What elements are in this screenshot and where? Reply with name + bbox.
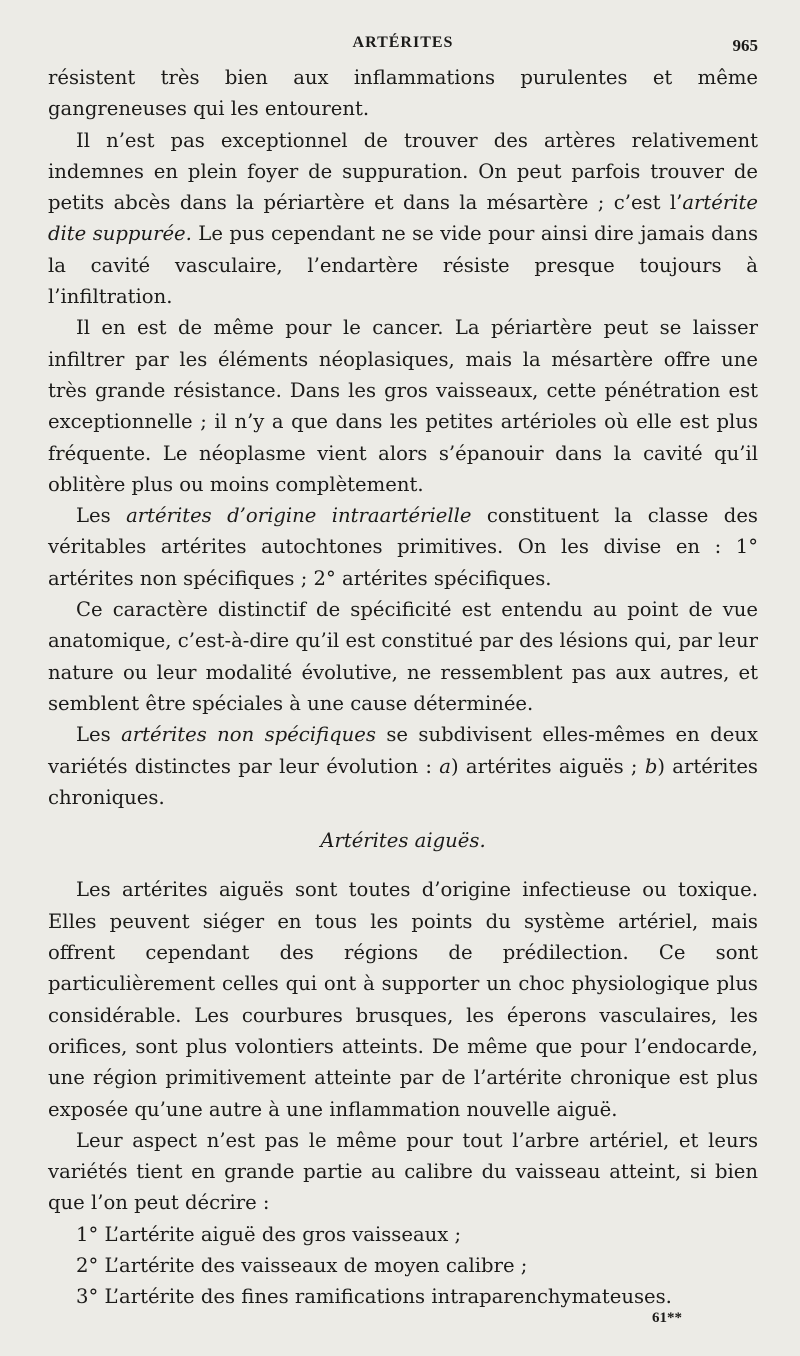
paragraph-non-specific: Les artérites non spécifiques se subdivisent elles-mêmes en deux variétés distinctes par leur évolution : a) artérites aiguës ; b) artérites chroniques. [48, 723, 758, 809]
italic-letter: a [439, 754, 451, 778]
paragraph-specificity: Ce caractère distinctif de spécificité est entendu au point de vue anatomique, c’est-à-dire qu’il est constitué par des lésions qui, par leur nature ou leur modalité évolutive, ne ressemblent pas aux autres, et semblent être spéciales à une cause déterminée. [48, 598, 758, 715]
section-heading: Artérites aiguës. [320, 829, 486, 853]
running-header [48, 28, 758, 62]
printer-signature: 61** [652, 1310, 682, 1326]
body-text [48, 62, 758, 1313]
paragraph-acute: Les artérites aiguës sont toutes d’origine infectieuse ou toxique. Elles peuvent siéger en tous les points du système artériel, mais offrent cependant des régions de prédilection. Ce sont particulièrement celles qui ont à supporter un choc physiologique plus considérable. Les courbures brusques, les éperons vasculaires, les orifices, sont plus volontiers atteints. De même que pour l’endocarde, une région primitivement atteinte par de l’artérite chronique est plus exposée qu’une autre à une inflammation nouvelle aiguë. [48, 878, 758, 1121]
list-item: 1° L’artérite aiguë des gros vaisseaux ; [76, 1222, 462, 1246]
paragraph-cancer: Il en est de même pour le cancer. La périartère peut se laisser infiltrer par les éléments néoplasiques, mais la mésartère offre une très grande résistance. Dans les gros vaisseaux, cette pénétration est exceptionnelle ; il n’y a que dans les petites artérioles où elle est plus fréquente. Le néoplasme vient alors s’épanouir dans la cavité qu’il oblitère plus ou moins complètement. [48, 316, 758, 496]
paragraph-intraarterial: Les artérites d’origine intraartérielle constituent la classe des véritables artérites autochtones primitives. On les divise en : 1° artérites non spécifiques ; 2° artérites spécifiques. [48, 504, 758, 590]
running-title: ARTÉRITES [352, 34, 454, 51]
italic-term: artérites d’origine intraartérielle [126, 504, 472, 528]
paragraph-continuation: résistent très bien aux inflammations purulentes et même gangreneuses qui les entourent. [48, 66, 758, 121]
italic-term: artérite dite suppurée. [48, 191, 758, 246]
page-number: 965 [732, 36, 758, 55]
paragraph-aspect: Leur aspect n’est pas le même pour tout l’arbre artériel, et leurs variétés tient en grande partie au calibre du vaisseau atteint, si bien que l’on peut décrire : [48, 1128, 758, 1215]
list-item: 2° L’artérite des vaisseaux de moyen calibre ; [76, 1253, 528, 1277]
paragraph-suppuration: Il n’est pas exceptionnel de trouver des artères relativement indemnes en plein foyer de suppuration. On peut parfois trouver de petits abcès dans la périartère et dans la mésartère ; c’est l’artérite dite suppurée. Le pus cependant ne se vide pour ainsi dire jamais dans la cavité vasculaire, l’endartère résiste presque toujours à l’infiltration. [48, 128, 758, 309]
italic-letter: b [644, 754, 658, 778]
list-item: 3° L’artérite des fines ramifications intraparenchymateuses. [76, 1285, 672, 1309]
italic-term: artérites non spécifiques [121, 723, 376, 747]
